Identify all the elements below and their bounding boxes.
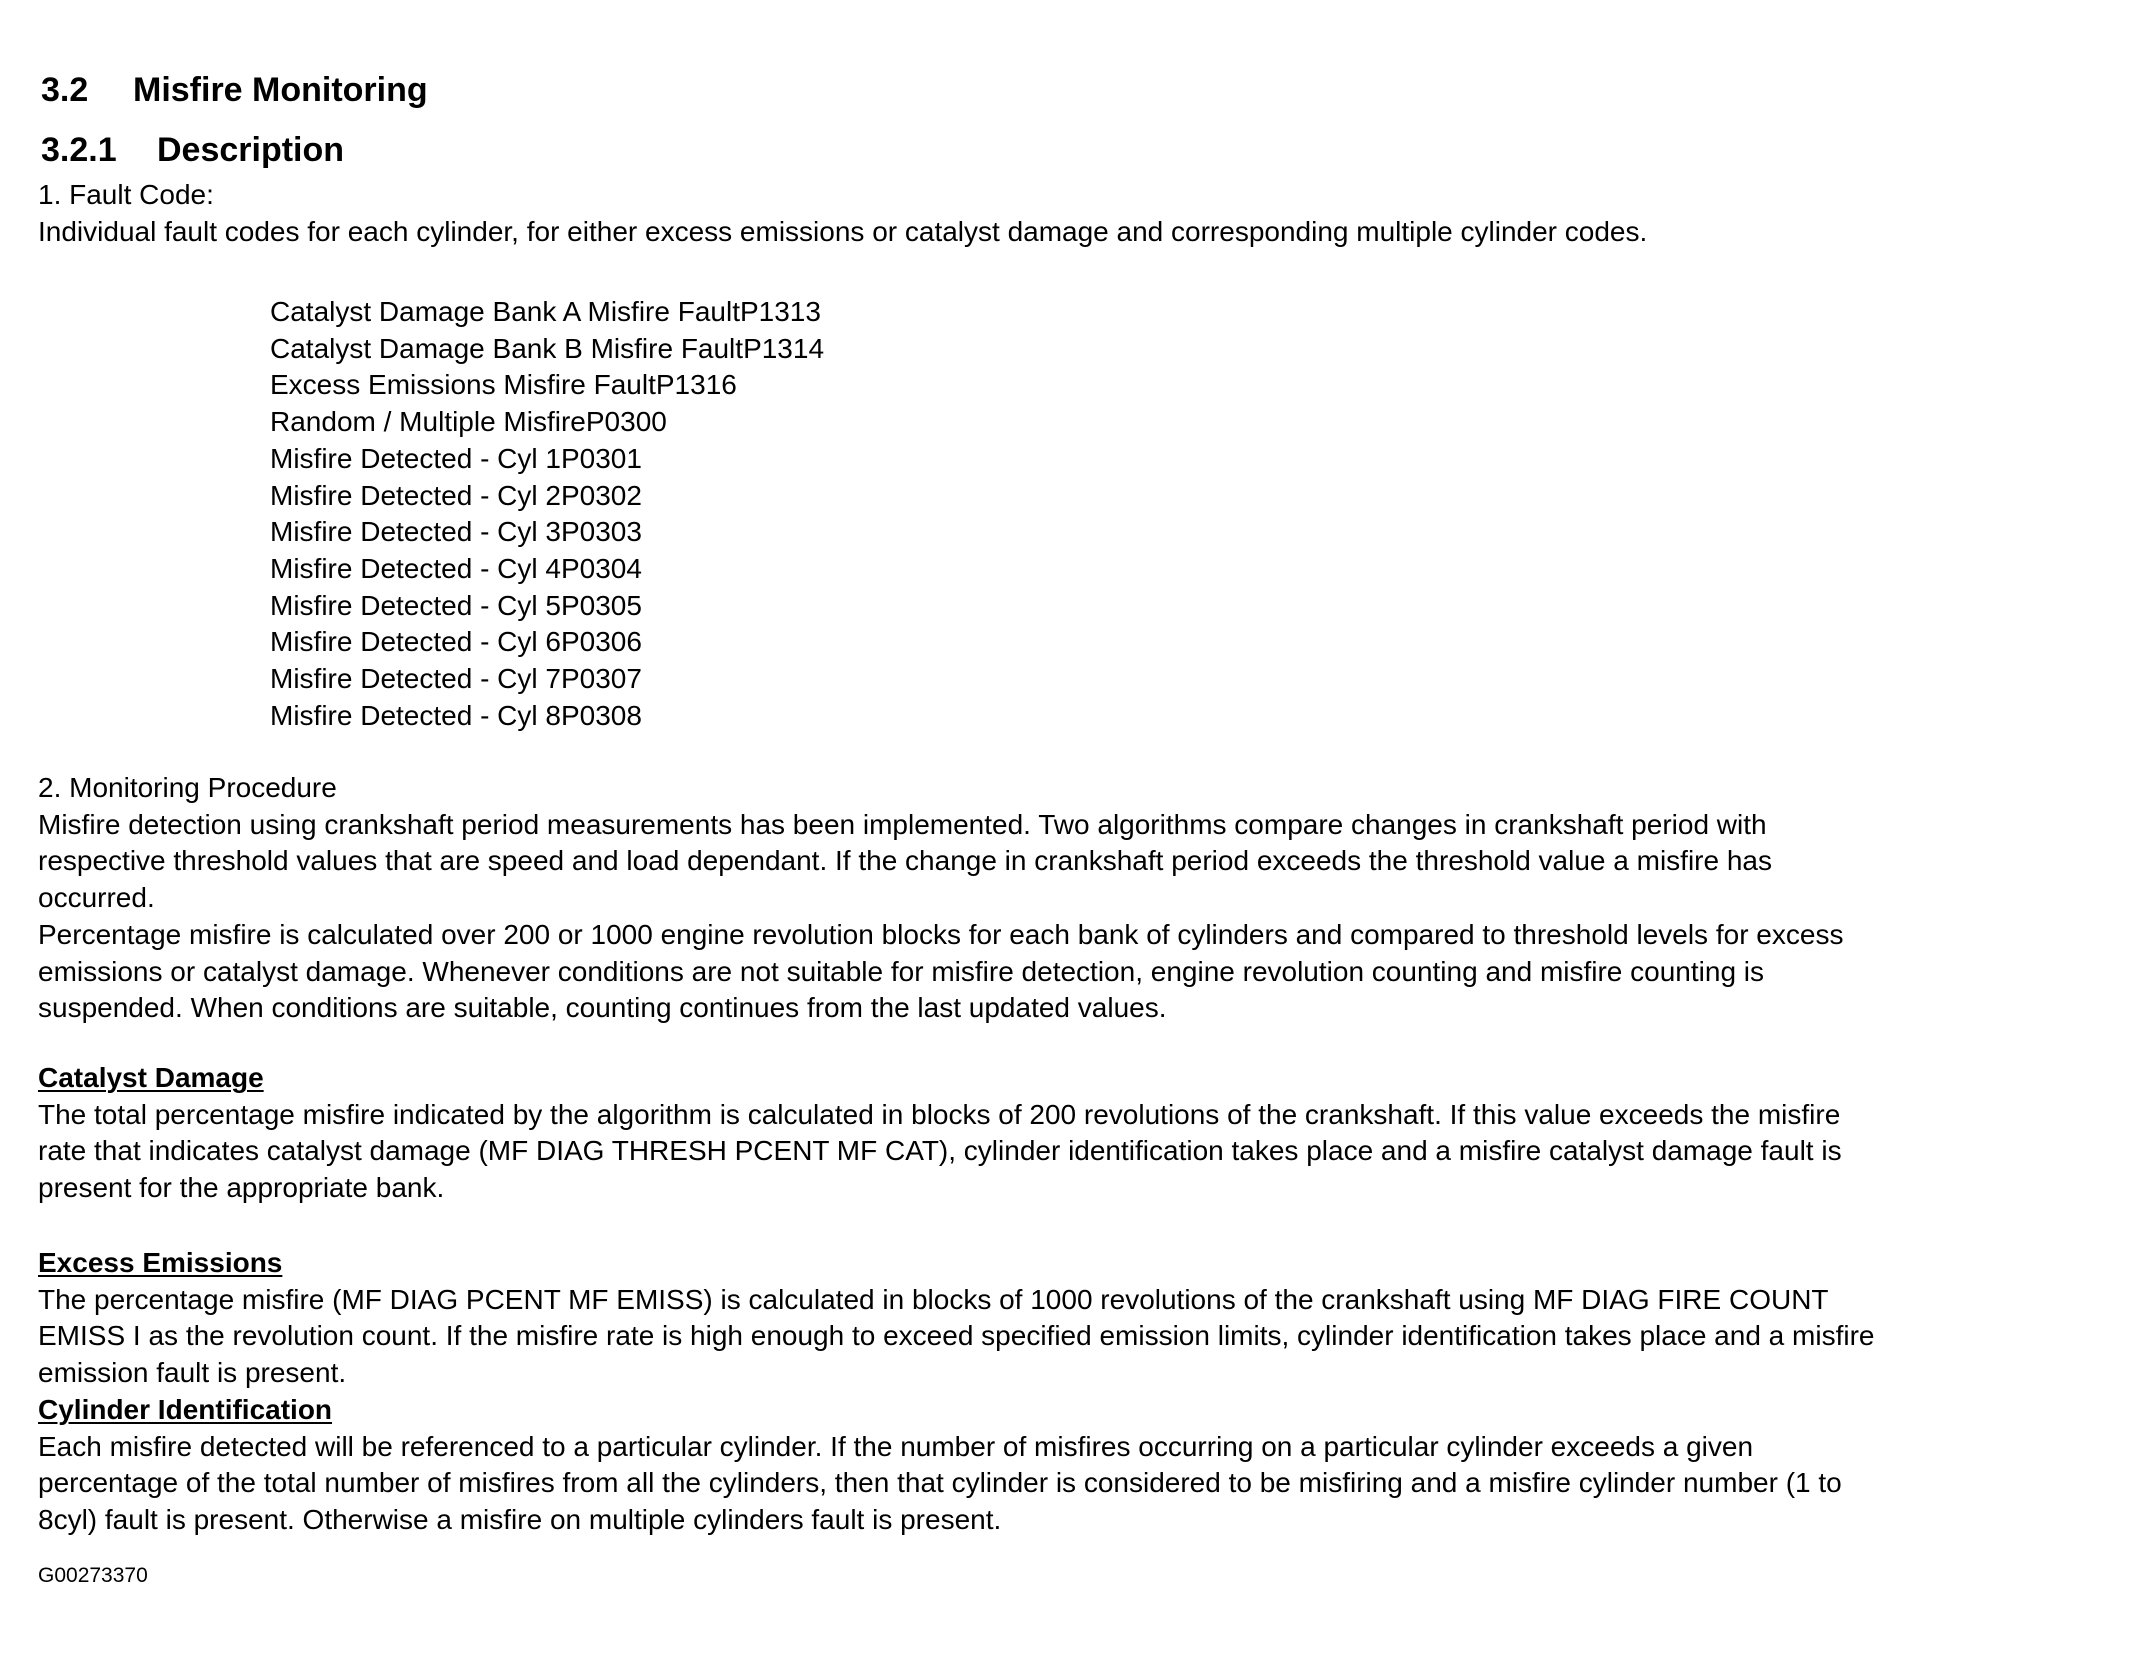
fault-code: P0308 (560, 699, 642, 731)
fault-code-row (270, 588, 642, 625)
fault-code: P1314 (743, 332, 825, 364)
fault-code: P0306 (560, 626, 642, 658)
catalyst-damage-heading: Catalyst Damage (38, 1062, 264, 1093)
document-id: G00273370 (38, 1564, 148, 1587)
fault-label: Catalyst Damage Bank B Misfire Fault (270, 332, 744, 364)
fault-code-row (270, 514, 642, 551)
fault-code: P0307 (560, 663, 642, 695)
fault-code-heading: 1. Fault Code: (38, 179, 214, 210)
fault-code: P1313 (739, 296, 821, 327)
section-heading (41, 70, 428, 110)
paragraph-line: occurred. (38, 882, 155, 914)
fault-code-row (270, 404, 667, 441)
paragraph-line: Percentage misfire is calculated over 200 or 1000 engine revolution blocks for each bank of cylinders and compared to threshold levels for excess (38, 918, 1844, 950)
fault-code: P0305 (560, 589, 642, 621)
fault-code-row (270, 551, 642, 588)
excess-emissions-heading: Excess Emissions (38, 1247, 283, 1278)
fault-code-row (270, 294, 821, 331)
fault-code: P0301 (560, 442, 642, 474)
fault-code-row (270, 698, 642, 735)
paragraph-line: emission fault is present. (38, 1357, 347, 1389)
fault-code-row (270, 441, 642, 478)
paragraph-line: emissions or catalyst damage. Whenever conditions are not suitable for misfire detection, engine revolution counting and misfire counting is (38, 955, 1765, 987)
fault-code-row (270, 367, 737, 404)
fault-label: Misfire Detected - Cyl 6 (270, 626, 561, 658)
subsection-number: 3.2.1 (41, 131, 117, 169)
paragraph-line: The percentage misfire (MF DIAG PCENT MF EMISS) is calculated in blocks of 1000 revolutions of the crankshaft using MF DIAG FIRE COUNT (38, 1283, 1829, 1315)
fault-code-row (270, 661, 642, 698)
subsection-title: Description (157, 131, 345, 169)
fault-label: Misfire Detected - Cyl 7 (270, 663, 561, 695)
paragraph-line: The total percentage misfire indicated by the algorithm is calculated in blocks of 200 revolutions of the crankshaft. If this value exceeds the misfire (38, 1098, 1841, 1130)
fault-code-table (270, 294, 824, 734)
fault-code: P0300 (585, 406, 667, 438)
paragraph-line: present for the appropriate bank. (38, 1172, 445, 1204)
paragraph-line: Each misfire detected will be referenced to a particular cylinder. If the number of misfires occurring on a particular cylinder exceeds a given (38, 1430, 1754, 1462)
paragraph-line: suspended. When conditions are suitable, counting continues from the last updated values. (38, 992, 1167, 1024)
paragraph-line: 8cyl) fault is present. Otherwise a misfire on multiple cylinders fault is present. (38, 1503, 1002, 1535)
fault-label: Misfire Detected - Cyl 2 (270, 479, 561, 511)
fault-code-intro: Individual fault codes for each cylinder, for either excess emissions or catalyst damage and corresponding multiple cylinder codes. (38, 215, 1648, 247)
fault-code: P1316 (655, 369, 737, 401)
fault-code-row (270, 478, 642, 515)
cylinder-identification-heading: Cylinder Identification (38, 1393, 333, 1425)
paragraph-line: Misfire detection using crankshaft period measurements has been implemented. Two algorithms compare changes in crankshaft period with (38, 808, 1767, 840)
paragraph-line: rate that indicates catalyst damage (MF DIAG THRESH PCENT MF CAT), cylinder identification takes place and a misfire catalyst damage fault is (38, 1135, 1842, 1167)
fault-label: Misfire Detected - Cyl 1 (270, 442, 561, 474)
excess-emissions-section (38, 1245, 1874, 1539)
monitoring-procedure-heading: 2. Monitoring Procedure (38, 772, 337, 803)
catalyst-damage-section (38, 1060, 1842, 1207)
paragraph-line: percentage of the total number of misfires from all the cylinders, then that cylinder is considered to be misfiring and a misfire cylinder number (1 to (38, 1467, 1842, 1499)
fault-label: Random / Multiple Misfire (270, 406, 586, 438)
fault-label: Misfire Detected - Cyl 5 (270, 589, 561, 621)
section-number: 3.2 (41, 71, 89, 109)
fault-code: P0304 (560, 552, 642, 584)
fault-label: Misfire Detected - Cyl 4 (270, 552, 561, 584)
fault-code: P0303 (560, 516, 642, 548)
subsection-heading (41, 130, 344, 170)
fault-label: Excess Emissions Misfire Fault (270, 369, 656, 401)
monitoring-procedure-section (38, 770, 1843, 1027)
fault-code-row (270, 331, 824, 368)
fault-label: Catalyst Damage Bank A Misfire Fault (270, 296, 740, 327)
section-title: Misfire Monitoring (133, 71, 428, 109)
fault-code-row (270, 624, 642, 661)
paragraph-line: respective threshold values that are speed and load dependant. If the change in crankshaft period exceeds the threshold value a misfire has (38, 845, 1772, 877)
paragraph-line: EMISS I as the revolution count. If the misfire rate is high enough to exceed specified emission limits, cylinder identification takes place and a misfire (38, 1320, 1875, 1352)
fault-label: Misfire Detected - Cyl 3 (270, 516, 561, 548)
fault-code: P0302 (560, 479, 642, 511)
fault-code-section (38, 177, 1647, 250)
fault-label: Misfire Detected - Cyl 8 (270, 699, 561, 731)
